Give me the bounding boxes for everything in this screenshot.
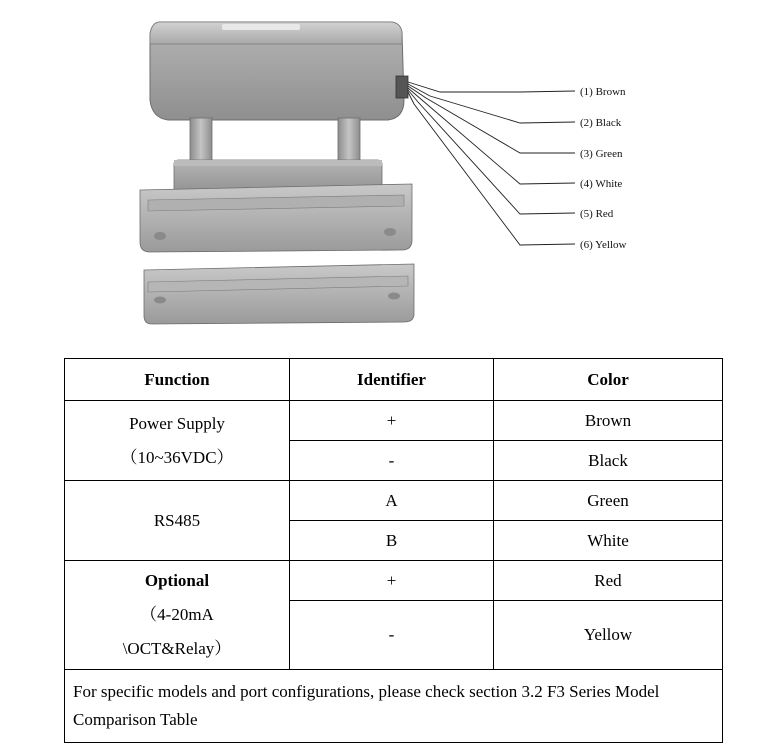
wire-leads [408,82,575,245]
support-posts [190,118,360,163]
header-color: Color [494,359,723,401]
wire-label-5: (5) Red [580,208,614,220]
upper-rail [140,184,412,252]
color-cell: Green [494,481,723,521]
optional-outputs: \OCT&Relay） [122,639,232,658]
wire-label-6: (6) Yellow [580,239,627,251]
sensor-housing [150,22,404,120]
power-supply-range: （10~36VDC） [120,447,234,467]
color-cell: Yellow [494,601,723,670]
color-cell: Black [494,441,723,481]
wire-label-1: (1) Brown [580,86,626,98]
color-cell: Red [494,561,723,601]
wire-labels [580,86,627,251]
wire-label-2: (2) Black [580,117,622,129]
wire-label-4: (4) White [580,178,623,190]
table-note-row [65,670,723,743]
identifier-cell: + [290,561,494,601]
cable-gland [396,76,408,98]
header-identifier: Identifier [290,359,494,401]
model-comparison-note: For specific models and port configurations, please check section 3.2 F3 Series Model Comparison Table [65,670,723,743]
table-header-row [65,359,723,401]
identifier-cell: - [290,441,494,481]
table-row [65,481,723,521]
power-supply-cell [65,401,290,481]
table-row [65,561,723,601]
power-supply-label: Power Supply [129,413,225,433]
table-row [65,401,723,441]
wiring-table [64,358,723,743]
color-cell: Brown [494,401,723,441]
wire-label-3: (3) Green [580,148,623,160]
device-diagram [0,0,769,345]
optional-cell [65,561,290,670]
identifier-cell: + [290,401,494,441]
lower-rail [144,264,414,324]
optional-range: （4-20mA [140,605,214,624]
color-cell: White [494,521,723,561]
optional-label: Optional [144,571,210,590]
identifier-cell: B [290,521,494,561]
identifier-cell: - [290,601,494,670]
identifier-cell: A [290,481,494,521]
rs485-cell: RS485 [65,481,290,561]
header-function: Function [65,359,290,401]
